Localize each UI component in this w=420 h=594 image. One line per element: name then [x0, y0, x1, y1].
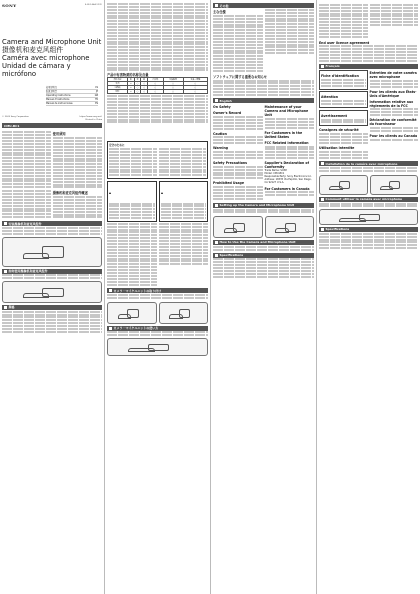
product-titles: [2, 38, 102, 78]
customers-canada-heading: For Customers in Canada: [264, 186, 310, 191]
francais-bar: Français: [319, 64, 418, 69]
trade-name: Trade Name: SONY: [264, 169, 288, 173]
how-to-use-bar: How to Use the Camera and Microphone Unit: [213, 240, 314, 245]
fiche-box: Fiche d'identification: [319, 70, 368, 90]
title-cs: 摄像机和麦克风组件: [2, 46, 64, 54]
clients-canada-heading: Pour les clients au Canada: [369, 134, 418, 139]
jp-other-bar: その他: [213, 3, 314, 8]
toc-item: 取扱説明書 JP: [46, 90, 98, 93]
column-english-french: [316, 0, 418, 594]
fr-install-ill-2: [370, 175, 419, 195]
en-setup-ill-2: [265, 216, 315, 238]
prohibited-usage-heading: Prohibited Usage: [213, 181, 244, 186]
owners-record-heading: Owner's Record: [213, 111, 242, 116]
section-mount-bar: 安装摄像机和麦克风组件: [2, 221, 102, 226]
installation-bar: Installation de la caméra avec microphone: [319, 161, 418, 166]
supplier-declaration-heading: Supplier's Declaration of Conformity: [264, 161, 309, 170]
jp-safety-heading: 安全のために: [109, 144, 125, 148]
hazard-table-heading: 产品中有害物质的名称及含量: [107, 73, 149, 78]
warning-triangle-icon: [109, 192, 111, 194]
column-cover-chinese: [2, 0, 102, 594]
jp-software-notice-heading: ソフトウェアに関する重要なお知らせ: [213, 74, 267, 79]
warning-heading: Warning: [213, 146, 229, 151]
jp-mount-bar: カメラ・マイクユニットの取り付け: [107, 288, 208, 293]
toc-item: Operating Instructions GB: [46, 94, 98, 97]
title-es: Unidad de cámara y micrófono: [2, 62, 71, 78]
party-address: Address: 16535 Via Esprillo, San Diego, CA 92127 U.S.A.: [264, 178, 312, 185]
part-number: 5-051-564-11(1): [84, 4, 102, 7]
customers-us-heading: For Customers in the United States: [264, 130, 303, 139]
title-en: Camera and Microphone Unit: [2, 38, 102, 46]
fcc-heading: FCC Related Information: [264, 140, 309, 145]
column-chinese-japanese: [104, 0, 208, 594]
model-number-bar: CMU-BC1: [2, 123, 102, 128]
info-fcc-heading: Information relative aux règlements de la FCC: [369, 99, 414, 108]
toc-item: Manuel d'instructions FR: [46, 98, 98, 101]
fr-use-ill: [319, 209, 418, 225]
license-heading: End user licence agreement: [319, 40, 370, 45]
english-bar: English: [213, 98, 314, 103]
mount-illustration: [2, 237, 102, 267]
consignes-heading: Consignes de sécurité: [319, 128, 359, 133]
en-specifications-bar: Specifications: [213, 253, 314, 258]
website-url: https://www.sony.net/: [79, 116, 102, 118]
responsible-party: Responsible Party: Sony Electronics Inc.: [264, 175, 312, 179]
jp-use-bar: カメラ・マイクユニットの使い方: [107, 326, 208, 331]
comment-bar: Comment utiliser la caméra avec microphone: [319, 197, 418, 202]
clients-us-heading: Pour les clients aux États-Unis d'Amérique: [369, 89, 417, 98]
setting-up-bar: Setting up the Camera and Microphone Unit: [213, 203, 314, 208]
jp-safety-box: [107, 141, 208, 179]
entretien-heading: Entretien de votre caméra avec microphone: [369, 70, 417, 79]
jp-warning-box: [107, 181, 157, 222]
declaration-heading: Déclaration de conformité du fournisseur: [369, 118, 417, 127]
printed-in: Printed in China: [85, 118, 102, 121]
copyright: © 2020 Sony Corporation: [2, 116, 29, 118]
spec-bar: 规格: [2, 305, 102, 310]
fr-install-ill-1: [319, 175, 368, 195]
maintenance-heading: Maintenance of your Camera and Microphone Unit: [264, 105, 309, 118]
usage-heading: 使用须知: [52, 132, 66, 137]
caution-heading: Caution: [213, 131, 227, 136]
safety-precautions-heading: Safety Precautions: [213, 160, 248, 165]
toc-item: 使用说明书 CS: [46, 86, 98, 89]
fr-specifications-bar: Spécifications: [319, 227, 418, 232]
utilisation-heading: Utilisation interdite: [319, 145, 355, 150]
section-use-bar: 如何使用摄像机和麦克风组件: [2, 269, 102, 274]
brand-logo: SONY: [2, 3, 17, 8]
model-line: Model: CMU-BC1: [264, 172, 285, 176]
jp-use-ill: [107, 338, 208, 356]
avertissement-box: Avertissement: [319, 110, 368, 127]
on-safety-heading: On Safety: [213, 105, 231, 110]
jp-spec-heading: 主な仕様: [213, 10, 226, 14]
hazard-substance-table: 部件名称 铅 汞 镉 六价铬 多溴联苯 多溴二苯醚 外壳 × ○ ○ ○ ○ ○ 电路板 × ○ ○ ○ ○ ○ 附件 × ○ ○ ○ ○ ○: [107, 77, 208, 94]
jp-mount-ill-2: [159, 302, 209, 324]
connect-heading: 摄像机和麦克风组件概述: [52, 191, 88, 196]
jp-caution-box: [159, 181, 209, 222]
toc-item: Manual de instrucciones ES: [46, 102, 98, 105]
jp-mount-ill-1: [107, 302, 157, 324]
en-setup-ill-1: [213, 216, 263, 238]
attention-box: Attention: [319, 91, 368, 108]
language-toc: [46, 86, 98, 106]
column-japanese-english: [210, 0, 314, 594]
caution-triangle-icon: [161, 192, 163, 194]
title-fr: Caméra avec microphone: [2, 54, 90, 62]
use-illustration: [2, 281, 102, 303]
